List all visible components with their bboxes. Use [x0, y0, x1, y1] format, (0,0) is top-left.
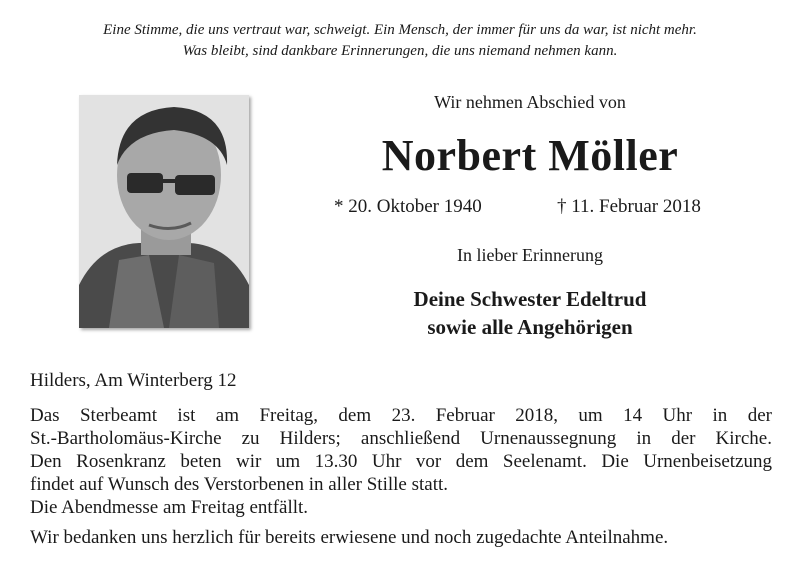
service-line-3: Den Rosenkranz beten wir um 13.30 Uhr vor dem Seelenamt. Die Urnenbeisetzung — [30, 451, 772, 472]
service-line-5: Die Abendmesse am Freitag entfällt. — [30, 497, 309, 518]
birth-date: * 20. Oktober 1940 — [334, 196, 482, 217]
address: Hilders, Am Winterberg 12 — [30, 370, 237, 391]
service-line-2: St.-Bartholomäus-Kirche zu Hilders; anschließend Urnenaussegnung in der Kirche. — [30, 428, 772, 449]
thanks-text: Wir bedanken uns herzlich für bereits erwiesene und noch zugedachte Anteilnahme. — [30, 527, 669, 548]
service-line-1: Das Sterbeamt ist am Freitag, dem 23. Februar 2018, um 14 Uhr in der — [30, 405, 772, 426]
remembrance-text: In lieber Erinnerung — [457, 245, 603, 265]
mourners — [300, 285, 760, 341]
death-date: † 11. Februar 2018 — [557, 196, 701, 217]
deceased-name: Norbert Möller — [381, 131, 679, 180]
poem-line-2: Was bleibt, sind dankbare Erinnerungen, die uns niemand nehmen kann. — [182, 43, 618, 59]
poem — [0, 20, 800, 62]
service-line-4: findet auf Wunsch des Verstorbenen in aller Stille statt. — [30, 474, 449, 495]
mourners-line-1: Deine Schwester Edeltrud — [413, 287, 647, 311]
service-details — [30, 404, 772, 519]
mourners-line-2: sowie alle Angehörigen — [427, 315, 633, 339]
farewell-heading: Wir nehmen Abschied von — [434, 92, 626, 112]
poem-line-1: Eine Stimme, die uns vertraut war, schweigt. Ein Mensch, der immer für uns da war, ist nicht mehr. — [103, 22, 697, 38]
portrait-photo — [79, 95, 249, 328]
